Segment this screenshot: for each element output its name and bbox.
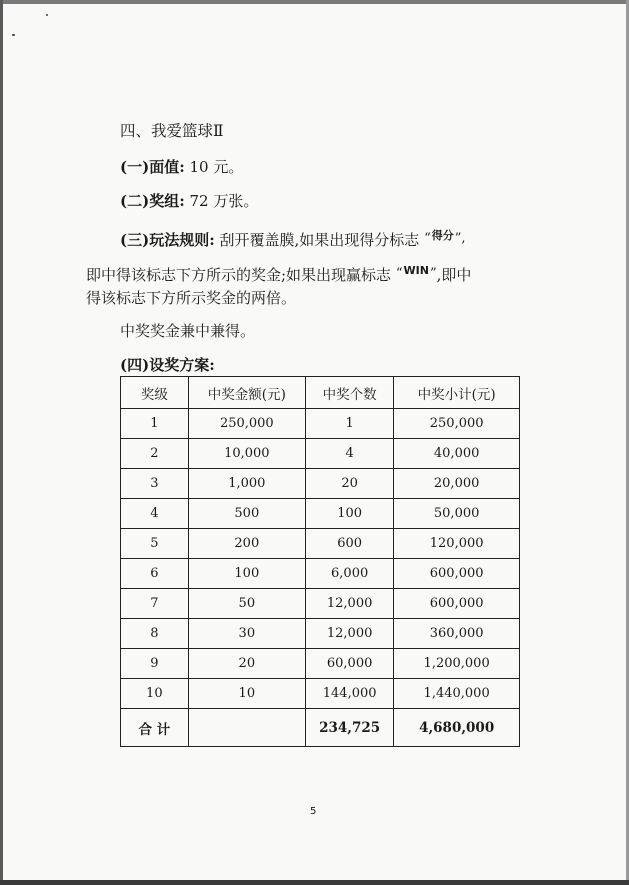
rules-text-2-end: ,即中 <box>436 266 472 284</box>
prize-group-text: 72 万张。 <box>189 192 259 210</box>
winner-count-cell: 60,000 <box>305 649 393 679</box>
page-number: 5 <box>310 806 317 817</box>
winner-count-cell: 4 <box>305 439 393 469</box>
total-label: 合 计 <box>121 709 189 747</box>
prize-group-line <box>120 191 258 211</box>
prize-subtotal-cell: 20,000 <box>394 469 520 499</box>
table-row <box>121 679 520 709</box>
rules-line-2 <box>86 261 471 285</box>
prize-level-cell: 2 <box>121 439 189 469</box>
prize-level-cell: 6 <box>121 559 189 589</box>
table-row <box>121 499 520 529</box>
header-prize-amount: 中奖金额(元) <box>188 377 305 409</box>
rules-line-3: 得该标志下方所示奖金的两倍。 <box>86 289 297 307</box>
header-prize-level: 奖级 <box>121 377 189 409</box>
prize-level-cell: 5 <box>121 529 189 559</box>
prize-group-label: (二)奖组: <box>120 192 185 210</box>
prize-level-cell: 9 <box>121 649 189 679</box>
prize-amount-cell: 30 <box>188 619 305 649</box>
table-row <box>121 559 520 589</box>
close-quote: ”, <box>454 231 466 246</box>
open-quote: “ <box>395 266 403 281</box>
prize-amount-cell: 500 <box>188 499 305 529</box>
winner-count-cell: 1 <box>305 409 393 439</box>
prize-amount-cell: 200 <box>188 529 305 559</box>
prize-level-cell: 10 <box>121 679 189 709</box>
header-prize-subtotal: 中奖小计(元) <box>394 377 520 409</box>
prize-plan-label: (四)设奖方案: <box>120 356 215 374</box>
table-row <box>121 469 520 499</box>
prize-subtotal-cell: 50,000 <box>394 499 520 529</box>
winner-count-cell: 12,000 <box>305 619 393 649</box>
face-value-text: 10 元。 <box>189 158 244 176</box>
open-quote: “ <box>424 231 431 246</box>
rules-text-1: 刮开覆盖膜,如果出现得分标志 <box>219 231 420 249</box>
table-row <box>121 529 520 559</box>
prize-amount-cell: 100 <box>188 559 305 589</box>
table-row <box>121 649 520 679</box>
scan-speck <box>46 14 48 16</box>
table-row <box>121 589 520 619</box>
winner-count-cell: 100 <box>305 499 393 529</box>
scan-edge-left <box>0 0 3 885</box>
rules-line-1 <box>120 226 466 250</box>
face-value-line <box>120 157 243 177</box>
prize-level-cell: 7 <box>121 589 189 619</box>
rules-text-2: 即中得该标志下方所示的奖金;如果出现赢标志 <box>86 266 392 284</box>
prize-level-cell: 8 <box>121 619 189 649</box>
winner-count-cell: 6,000 <box>305 559 393 589</box>
total-blank <box>188 709 305 747</box>
table-row <box>121 619 520 649</box>
prize-subtotal-cell: 1,200,000 <box>394 649 520 679</box>
prize-amount-cell: 250,000 <box>188 409 305 439</box>
multi-win-line: 中奖奖金兼中兼得。 <box>120 322 256 340</box>
prize-subtotal-cell: 250,000 <box>394 409 520 439</box>
prize-level-cell: 1 <box>121 409 189 439</box>
prize-subtotal-cell: 600,000 <box>394 559 520 589</box>
prize-subtotal-cell: 40,000 <box>394 439 520 469</box>
prize-amount-cell: 50 <box>188 589 305 619</box>
prize-subtotal-cell: 360,000 <box>394 619 520 649</box>
prize-amount-cell: 1,000 <box>188 469 305 499</box>
header-winner-count: 中奖个数 <box>305 377 393 409</box>
prize-table <box>120 376 520 747</box>
scan-edge-bottom <box>0 880 629 885</box>
winner-count-cell: 20 <box>305 469 393 499</box>
prize-level-cell: 4 <box>121 499 189 529</box>
scan-edge-top <box>0 0 629 4</box>
total-subtotal: 4,680,000 <box>394 709 520 747</box>
prize-subtotal-cell: 600,000 <box>394 589 520 619</box>
prize-amount-cell: 10,000 <box>188 439 305 469</box>
table-row <box>121 439 520 469</box>
prize-subtotal-cell: 120,000 <box>394 529 520 559</box>
score-symbol-logo: 得分 <box>431 229 454 242</box>
table-total-row <box>121 709 520 747</box>
prize-subtotal-cell: 1,440,000 <box>394 679 520 709</box>
total-count: 234,725 <box>305 709 393 747</box>
winner-count-cell: 144,000 <box>305 679 393 709</box>
winner-count-cell: 12,000 <box>305 589 393 619</box>
prize-amount-cell: 10 <box>188 679 305 709</box>
prize-level-cell: 3 <box>121 469 189 499</box>
rules-label: (三)玩法规则: <box>120 231 215 249</box>
face-value-label: (一)面值: <box>120 158 185 176</box>
section-heading: 四、我爱篮球Ⅱ <box>120 122 224 140</box>
win-symbol-logo: WIN <box>403 264 429 277</box>
prize-amount-cell: 20 <box>188 649 305 679</box>
table-row <box>121 409 520 439</box>
scan-speck <box>12 34 15 36</box>
table-header-row <box>121 377 520 409</box>
close-quote: ” <box>429 266 437 281</box>
winner-count-cell: 600 <box>305 529 393 559</box>
